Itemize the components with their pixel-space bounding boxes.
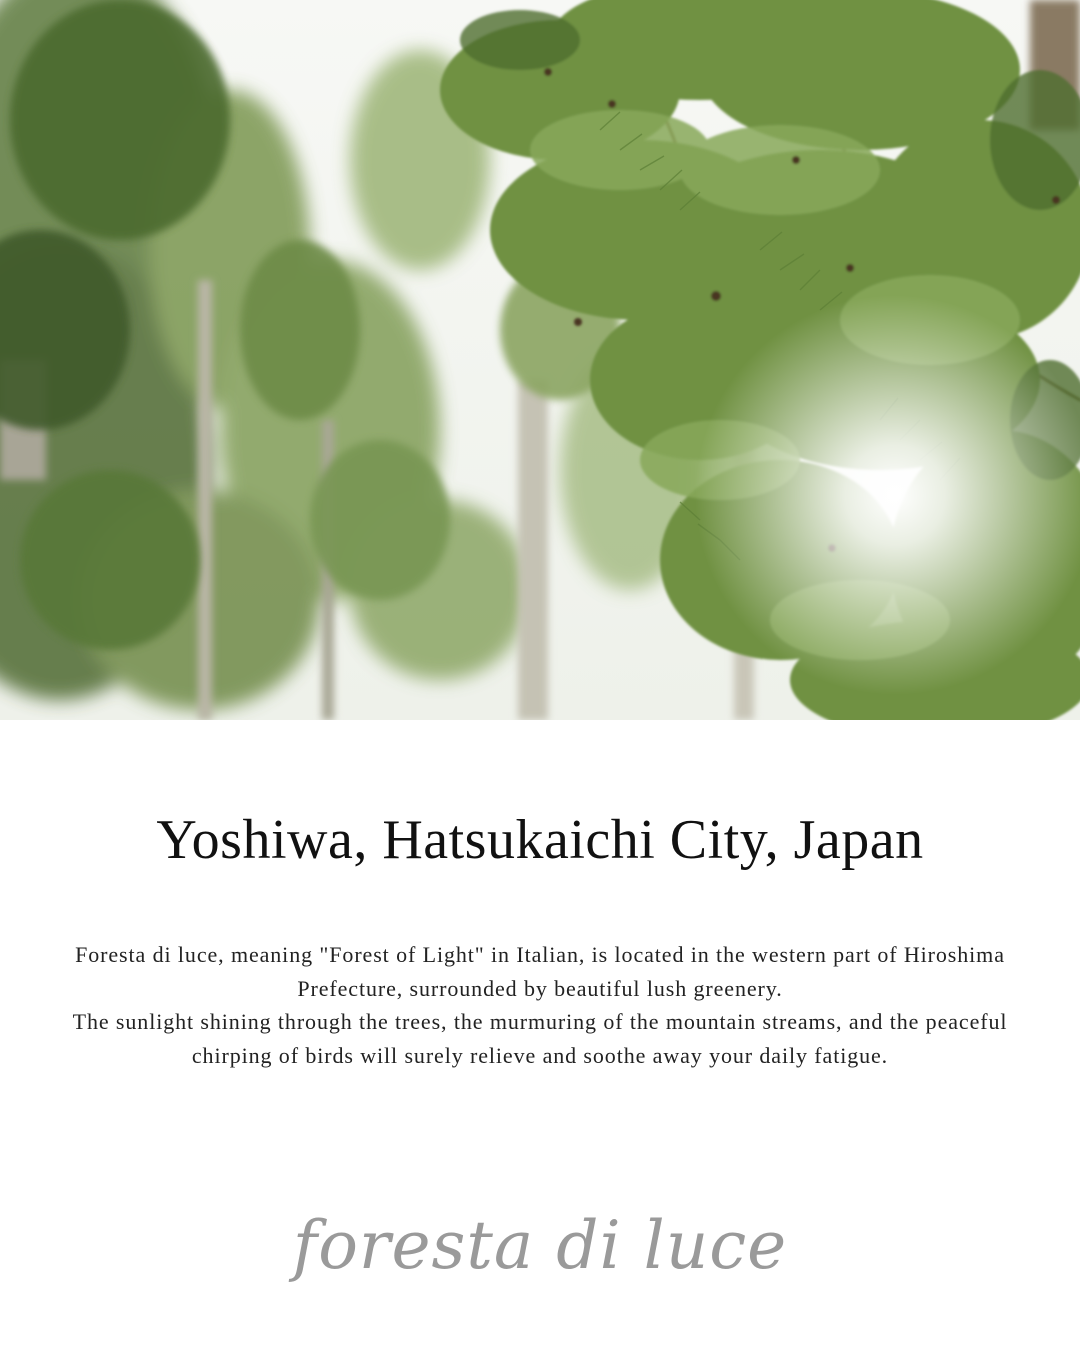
brand-logo <box>0 1188 1080 1308</box>
description-paragraph-1: Foresta di luce, meaning "Forest of Light" in Italian, is located in the western part of Hiroshima Prefecture, surrounded by beautiful lush greenery. <box>75 942 1005 1001</box>
description <box>40 938 1040 1072</box>
foresta-di-luce-logo <box>0 1188 1080 1308</box>
description-paragraph-2: The sunlight shining through the trees, the murmuring of the mountain streams, and the peaceful chirping of birds will surely relieve and soothe away your daily fatigue. <box>72 1009 1008 1068</box>
location-title: Yoshiwa, Hatsukaichi City, Japan <box>156 809 924 871</box>
logo-text: foresta di luce <box>292 1207 788 1284</box>
